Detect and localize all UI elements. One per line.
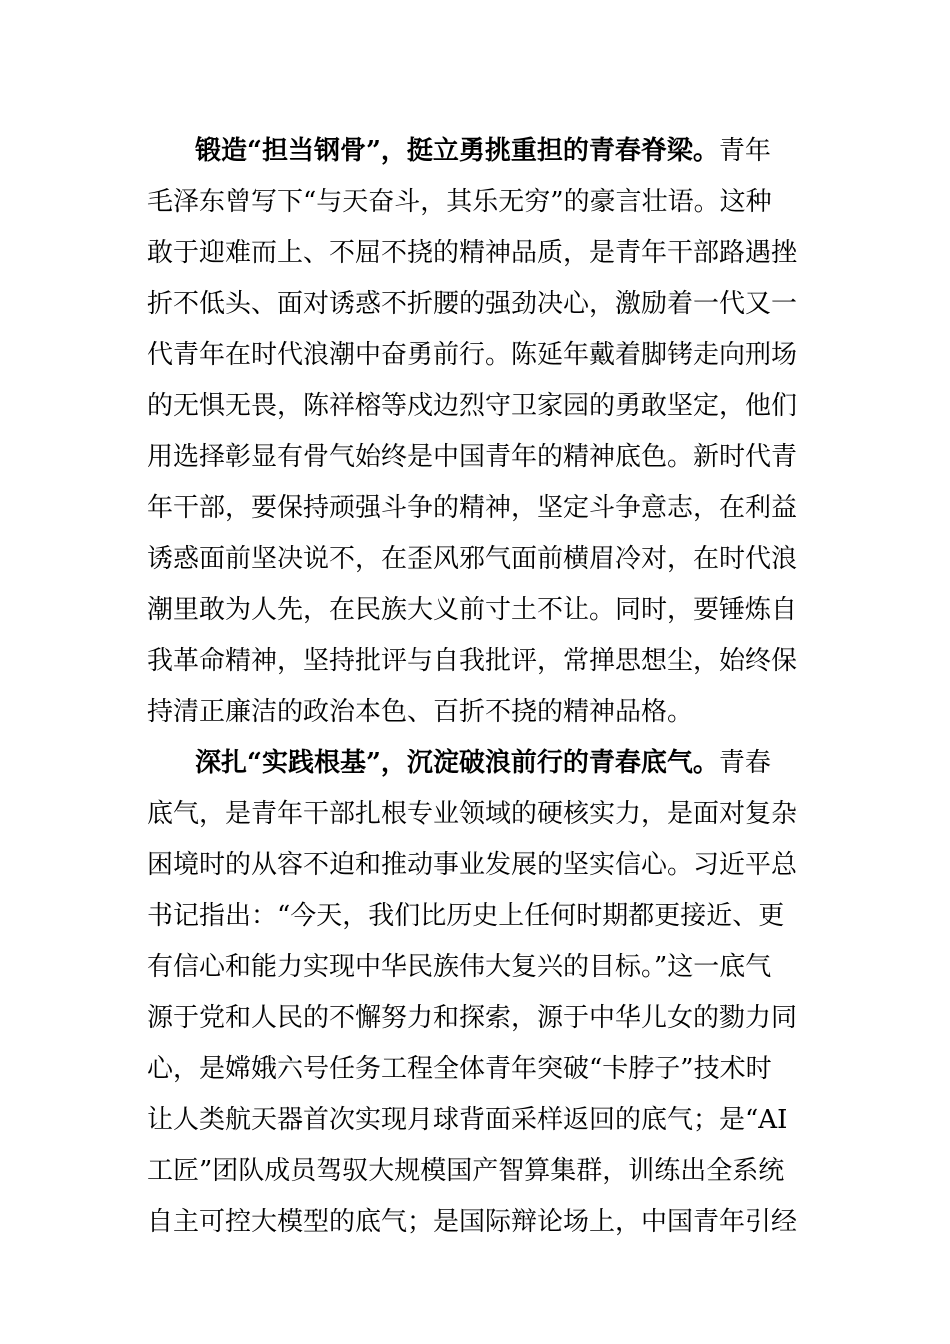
- text-line: 年干部，要保持顽强斗争的精神，坚定斗争意志，在利益: [147, 493, 798, 523]
- text-line: 让人类航天器首次实现月球背面采样返回的底气；是“AI: [147, 1105, 788, 1135]
- paragraph-heading: 深扎“实践根基”，沉淀破浪前行的青春底气。: [195, 748, 719, 778]
- paragraph-text: 青春: [718, 748, 771, 778]
- text-line: 的无惧无畏，陈祥榕等戍边烈守卫家园的勇敢坚定，他们: [147, 391, 798, 421]
- text-line: 源于党和人民的不懈努力和探索，源于中华儿女的勠力同: [147, 1003, 798, 1033]
- text-line: 毛泽东曾写下“与天奋斗，其乐无穷”的豪言壮语。这种: [147, 187, 772, 217]
- paragraph-2: [147, 738, 807, 1248]
- text-line: 我革命精神，坚持批评与自我批评，常掸思想尘，始终保: [147, 646, 798, 676]
- paragraph-text: 青年: [718, 136, 771, 166]
- text-line: 底气，是青年干部扎根专业领域的硬核实力，是面对复杂: [147, 799, 798, 829]
- text-line: 有信心和能力实现中华民族伟大复兴的目标。”这一底气: [147, 952, 772, 982]
- text-line: 工匠”团队成员驾驭大规模国产智算集群，训练出全系统: [147, 1156, 785, 1186]
- paragraph-1: [147, 126, 807, 738]
- paragraph-heading: 锻造“担当钢骨”，挺立勇挑重担的青春脊梁。: [195, 136, 719, 166]
- text-line: 用选择彰显有骨气始终是中国青年的精神底色。新时代青: [147, 442, 798, 472]
- document-body: [147, 126, 807, 1248]
- text-line: 潮里敢为人先，在民族大义前寸土不让。同时，要锤炼自: [147, 595, 798, 625]
- text-line: 心，是嫦娥六号任务工程全体青年突破“卡脖子”技术时: [147, 1054, 772, 1084]
- text-line: 诱惑面前坚决说不，在歪风邪气面前横眉冷对，在时代浪: [147, 544, 798, 574]
- text-line: 困境时的从容不迫和推动事业发展的坚实信心。习近平总: [147, 850, 798, 880]
- text-line: 敢于迎难而上、不屈不挠的精神品质，是青年干部路遇挫: [147, 238, 798, 268]
- paragraph-first-line: [147, 738, 807, 789]
- text-line: 代青年在时代浪潮中奋勇前行。陈延年戴着脚铐走向刑场: [147, 340, 798, 370]
- text-line: 持清正廉洁的政治本色、百折不挠的精神品格。: [147, 697, 694, 727]
- text-line: 折不低头、面对诱惑不折腰的强劲决心，激励着一代又一: [147, 289, 798, 319]
- text-line: 自主可控大模型的底气；是国际辩论场上，中国青年引经: [147, 1207, 798, 1237]
- text-line: 书记指出：“今天，我们比历史上任何时期都更接近、更: [147, 901, 785, 931]
- paragraph-first-line: [147, 126, 807, 177]
